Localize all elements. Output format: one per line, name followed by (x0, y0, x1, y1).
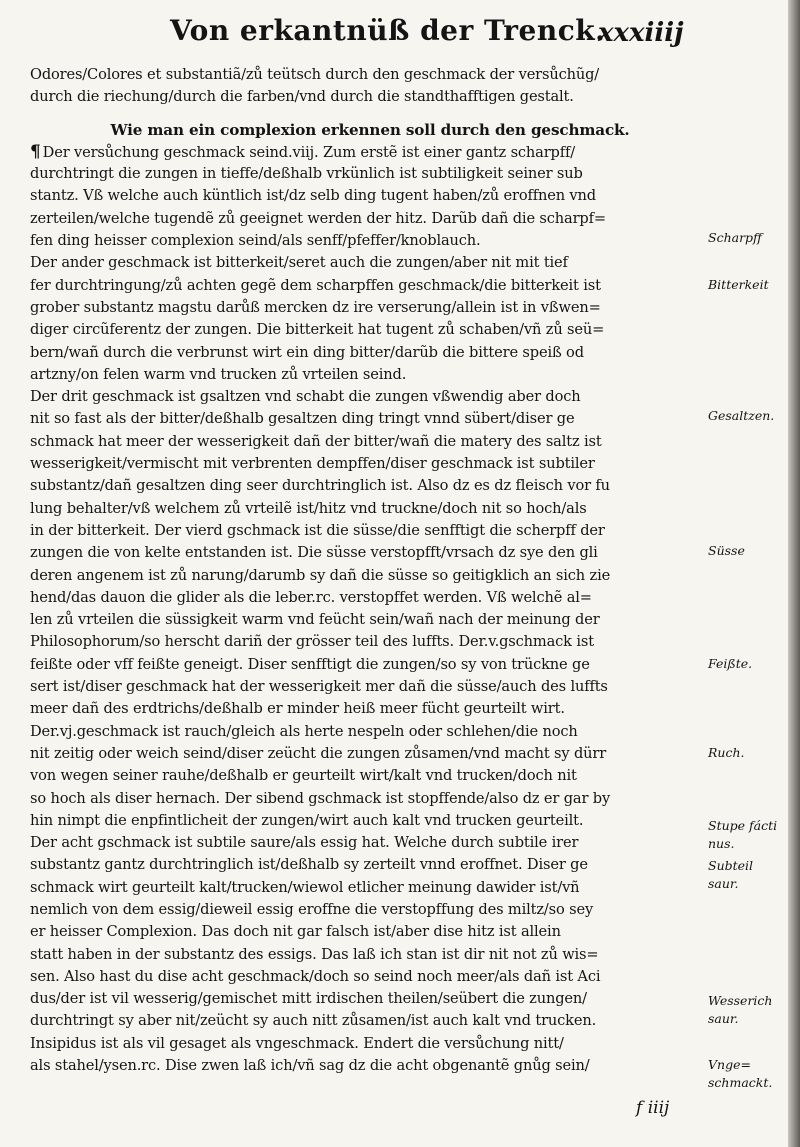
text-line: feißte oder vff feißte geneigt. Diser senfftigt die zungen/so sy von trückne ge (30, 655, 590, 673)
margin-note-subteil-line1: Subteil (708, 858, 754, 873)
line-gap (30, 109, 710, 119)
text-line: von wegen seiner rauhe/deßhalb er geurteilt wirt/kalt vnd trucken/doch nit (30, 767, 577, 785)
margin-note-bitterkeit: Bitterkeit (708, 277, 769, 292)
text-line: substantz/dañ gesaltzen ding seer durchtringlich ist. Also dz es dz fleisch vor fu (30, 477, 610, 495)
text-line: hend/das dauon die glider als die leber.rc. verstopffet werden. Vß welchẽ al= (30, 588, 592, 606)
text-line: len zů vrteilen die süssigkeit warm vnd feücht sein/wañ nach der meinung der (30, 611, 600, 629)
text-line: Der acht gschmack ist subtile saure/als essig hat. Welche durch subtile irer (30, 834, 579, 852)
running-header (0, 10, 800, 54)
margin-note-wesserich-line2: saur. (708, 1011, 739, 1026)
text-line: fen ding heisser complexion seind/als senff/pfeffer/knoblauch. (30, 232, 481, 250)
margin-note-suesse: Süsse (708, 543, 745, 558)
text-line: stantz. Vß welche auch küntlich ist/dz selb ding tugent haben/zů eroffnen vnd (30, 187, 596, 205)
text-line (30, 141, 710, 163)
section-heading: Wie man ein complexion erkennen soll durch den geschmack. (110, 120, 630, 139)
margin-note-stupe-line1: Stupe fácti (708, 818, 778, 833)
text-line: Philosophorum/so herscht dariñ der grösser teil des luffts. Der.v.gschmack ist (30, 633, 594, 651)
text-line: diger circũferentz der zungen. Die bitterkeit hat tugent zů schaben/vñ zů seü= (30, 321, 605, 339)
text-line: sen. Also hast du dise acht geschmack/doch so seind noch meer/als dañ ist Aci (30, 967, 601, 985)
text-line: nit zeitig oder weich seind/diser zeücht die zungen zůsamen/vnd macht sy dürr (30, 744, 607, 762)
text-line: sert ist/diser geschmack hat der wesserigkeit mer dañ die süsse/auch des luffts (30, 678, 608, 696)
text-line: schmack hat meer der wesserigkeit dañ der bitter/wañ die matery des saltz ist (30, 432, 602, 450)
text-line: hin nimpt die enpfintlicheit der zungen/wirt auch kalt vnd trucken geurteilt. (30, 811, 584, 829)
text-line: durchtringt die zungen in tieffe/deßhalb vrkünlich ist subtiligkeit seiner sub (30, 165, 583, 183)
body-text (30, 64, 710, 1077)
text-line: durchtringt sy aber nit/zeücht sy auch nitt zůsamen/ist auch kalt vnd trucken. (30, 1012, 597, 1030)
text-line: substantz gantz durchtringlich ist/deßhalb sy zerteilt vnnd eroffnet. Diser ge (30, 856, 588, 874)
text-line: grober substantz magstu darůß mercken dz ire verserung/allein ist in vßwen= (30, 298, 601, 316)
text-line: zungen die von kelte entstanden ist. Die süsse verstopfft/vrsach dz sye den gli (30, 544, 598, 562)
margin-note-subteil-line2: saur. (708, 876, 739, 891)
text-line: zerteilen/welche tugendẽ zů geeignet werden der hitz. Darũb dañ die scharpf= (30, 209, 606, 227)
margin-note-scharpff: Scharpff (708, 230, 762, 245)
text-line: nemlich von dem essig/dieweil essig eroffne die verstopffung des miltz/so sey (30, 900, 594, 918)
text-line: Insipidus ist als vil gesaget als vngeschmack. Endert die versůchung nitt/ (30, 1034, 564, 1052)
text-line: Odores/Colores et substantiã/zů teütsch durch den geschmack der versůchũg/ (30, 66, 600, 83)
book-spine-shadow (788, 0, 800, 1147)
text-line: Der.vj.geschmack ist rauch/gleich als herte nespeln oder schlehen/die noch (30, 722, 578, 740)
text-line: durch die riechung/durch die farben/vnd durch die standthafftigen gestalt. (30, 88, 574, 106)
text-line: als stahel/ysen.rc. Dise zwen laß ich/vñ sag dz die acht obgenantẽ gnůg sein/ (30, 1057, 590, 1075)
text-line: bern/wañ durch die verbrunst wirt ein ding bitter/darũb die bittere speiß od (30, 343, 584, 361)
text-line: meer dañ des erdtrichs/deßhalb er minder heiß meer fücht geurteilt wirt. (30, 700, 565, 718)
text-line: artzny/on felen warm vnd trucken zů vrteilen seind. (30, 365, 407, 383)
folio-number: xxxiiij (598, 18, 684, 48)
text-line: so hoch als diser hernach. Der sibend gschmack ist stopffende/also dz er gar by (30, 789, 611, 807)
text-line: Der ander geschmack ist bitterkeit/seret auch die zungen/aber nit mit tief (30, 254, 568, 272)
page-title: Von erkantnüß der Trenck. (170, 14, 606, 47)
text-line: fer durchtringung/zů achten gegẽ dem scharpffen geschmack/die bitterkeit ist (30, 276, 601, 294)
text-line: deren angenem ist zů narung/darumb sy dañ die süsse so geitigklich an sich zie (30, 566, 611, 584)
text-line: er heisser Complexion. Das doch nit gar falsch ist/aber dise hitz ist allein (30, 923, 561, 941)
text-line: nit so fast als der bitter/deßhalb gesaltzen ding tringt vnnd sübert/diser ge (30, 410, 575, 428)
text-line: in der bitterkeit. Der vierd gschmack ist die süsse/die senfftigt die scherpff der (30, 521, 605, 539)
margin-note-gesaltzen: Gesaltzen. (708, 408, 775, 423)
margin-note-stupe-line2: nus. (708, 836, 735, 851)
text-line: dus/der ist vil wesserig/gemischet mitt irdischen theilen/seübert die zungen/ (30, 990, 587, 1008)
text-line-content: Der versůchung geschmack seind.viij. Zum erstẽ ist einer gantz scharpff/ (42, 143, 576, 161)
signature-mark: f iiij (636, 1098, 670, 1118)
text-line: Der drit geschmack ist gsaltzen vnd schabt die zungen vßwendig aber doch (30, 388, 581, 406)
margin-note-unge-line1: Vnge= (708, 1057, 751, 1072)
text-line: statt haben in der substantz des essigs. Das laß ich stan ist dir nit not zů wis= (30, 945, 599, 963)
margin-note-feisste: Feißte. (708, 656, 753, 671)
text-line: wesserigkeit/vermischt mit verbrenten dempffen/diser geschmack ist subtiler (30, 455, 595, 473)
text-line: lung behalter/vß welchem zů vrteilẽ ist/hitz vnd truckne/doch nit so hoch/als (30, 499, 587, 517)
margin-note-wesserich-line1: Wesserich (708, 993, 773, 1008)
text-line: schmack wirt geurteilt kalt/trucken/wiewol etlicher meinung dawider ist/vñ (30, 878, 580, 896)
margin-note-ruch: Ruch. (708, 745, 745, 760)
margin-note-unge-line2: schmackt. (708, 1075, 773, 1090)
pilcrow-mark: ¶ (30, 141, 41, 162)
